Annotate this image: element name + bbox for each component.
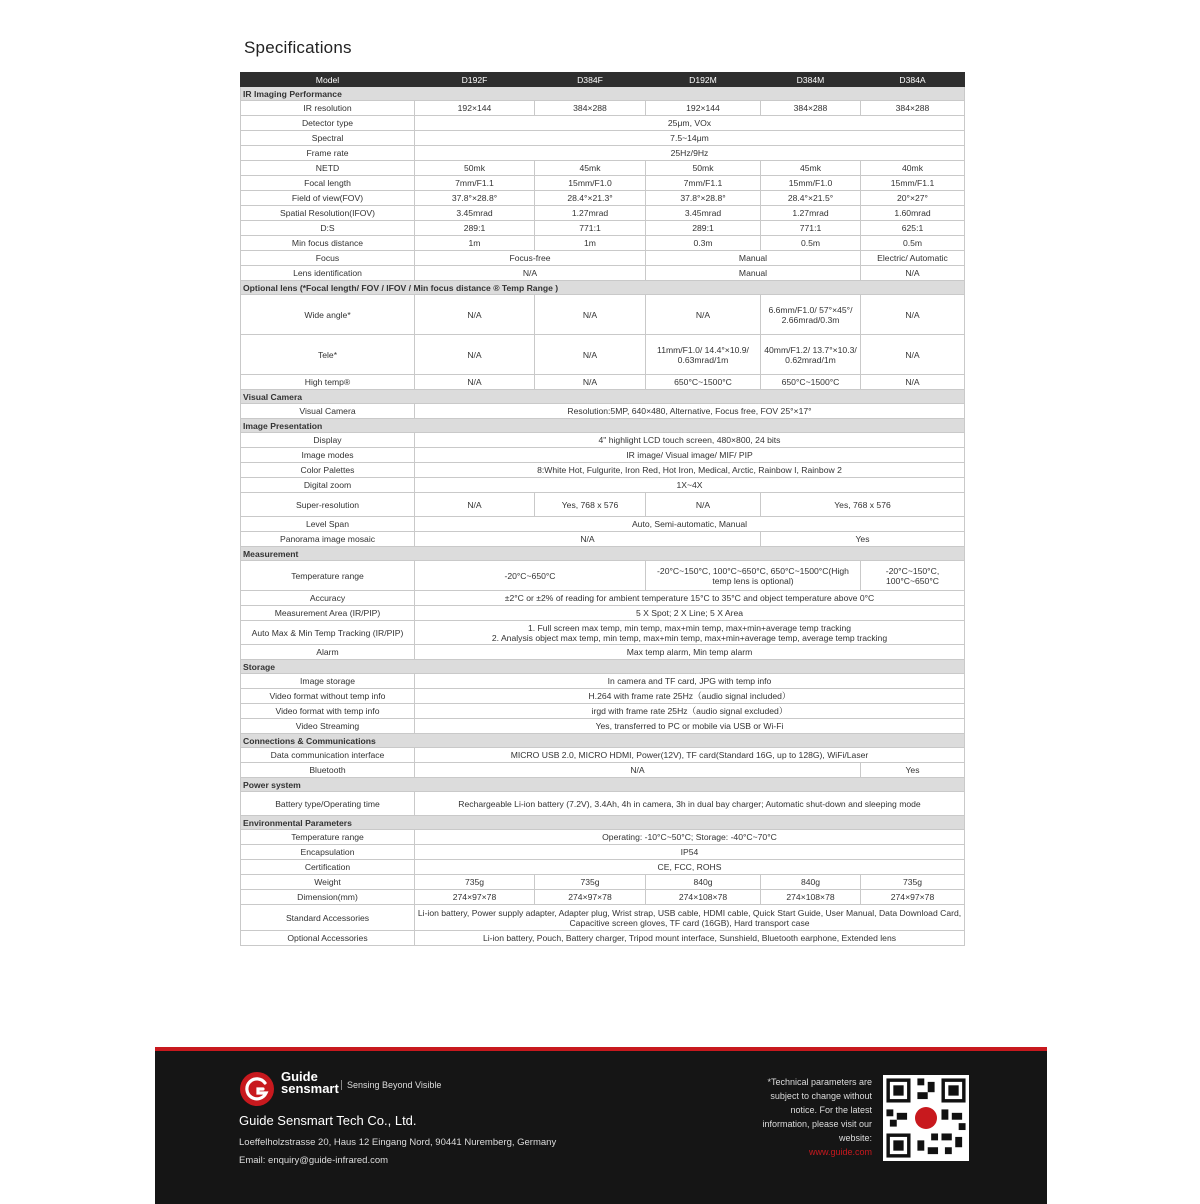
row-label: Temperature range [241, 830, 415, 845]
spec-cell: IP54 [415, 845, 965, 860]
spec-cell: Li-ion battery, Power supply adapter, Adapter plug, Wrist strap, USB cable, HDMI cable, Quick Start Guide, User Manual, Data Download Card, Capacitive screen gloves, TF card (16GB), Hard transport case [415, 905, 965, 931]
table-row [241, 830, 965, 845]
row-label: Color Palettes [241, 463, 415, 478]
spec-cell: 1.60mrad [861, 206, 965, 221]
table-row [241, 905, 965, 931]
row-label: Bluetooth [241, 763, 415, 778]
spec-cell: 384×288 [861, 101, 965, 116]
spec-cell: H.264 with frame rate 25Hz（audio signal included） [415, 689, 965, 704]
section-header-row [241, 778, 965, 792]
spec-cell: 25Hz/9Hz [415, 146, 965, 161]
table-row [241, 131, 965, 146]
spec-cell: 625:1 [861, 221, 965, 236]
table-row [241, 493, 965, 517]
section-header-row [241, 816, 965, 830]
row-label: Display [241, 433, 415, 448]
header-cell: Model [241, 73, 415, 87]
section-title: Measurement [241, 547, 965, 561]
spec-cell: 7mm/F1.1 [646, 176, 761, 191]
table-row [241, 404, 965, 419]
spec-cell: N/A [415, 493, 535, 517]
table-row [241, 116, 965, 131]
row-label: Image modes [241, 448, 415, 463]
spec-cell: Manual [646, 266, 861, 281]
row-label: Temperature range [241, 561, 415, 591]
spec-cell: Electric/ Automatic [861, 251, 965, 266]
row-label: Video format with temp info [241, 704, 415, 719]
spec-cell: IR image/ Visual image/ MIF/ PIP [415, 448, 965, 463]
spec-cell: Auto, Semi-automatic, Manual [415, 517, 965, 532]
table-row [241, 532, 965, 547]
spec-cell: Yes [861, 763, 965, 778]
row-label: Standard Accessories [241, 905, 415, 931]
spec-cell: N/A [861, 295, 965, 335]
table-row [241, 674, 965, 689]
spec-cell: 15mm/F1.0 [761, 176, 861, 191]
spec-cell: N/A [535, 335, 646, 375]
spec-cell: 11mm/F1.0/ 14.4°×10.9/ 0.63mrad/1m [646, 335, 761, 375]
guide-logo-icon [239, 1071, 275, 1107]
row-label: Digital zoom [241, 478, 415, 493]
row-label: Data communication interface [241, 748, 415, 763]
row-label: Measurement Area (IR/PIP) [241, 606, 415, 621]
spec-cell: N/A [535, 295, 646, 335]
spec-cell: 7mm/F1.1 [415, 176, 535, 191]
section-title: Storage [241, 660, 965, 674]
spec-cell: 771:1 [535, 221, 646, 236]
table-row [241, 266, 965, 281]
row-label: Dimension(mm) [241, 890, 415, 905]
page-title: Specifications [244, 38, 352, 57]
row-label: Spectral [241, 131, 415, 146]
spec-cell: 650°C~1500°C [761, 375, 861, 390]
spec-cell: 0.5m [761, 236, 861, 251]
qr-code-icon[interactable] [883, 1075, 969, 1161]
row-label: Field of view(FOV) [241, 191, 415, 206]
spec-cell: N/A [415, 763, 861, 778]
row-label: Accuracy [241, 591, 415, 606]
row-label: High temp® [241, 375, 415, 390]
company-name: Guide Sensmart Tech Co., Ltd. [239, 1113, 417, 1128]
section-header-row [241, 734, 965, 748]
spec-cell: 45mk [535, 161, 646, 176]
table-row [241, 845, 965, 860]
spec-cell: 0.3m [646, 236, 761, 251]
table-row [241, 448, 965, 463]
table-row [241, 931, 965, 946]
spec-cell: 840g [646, 875, 761, 890]
spec-cell: 735g [535, 875, 646, 890]
company-email[interactable]: Email: enquiry@guide-infrared.com [239, 1155, 389, 1166]
disclaimer-text: *Technical parameters are subject to change without notice. For the latest information, please visit our website: [762, 1077, 872, 1143]
spec-cell: 40mm/F1.2/ 13.7°×10.3/ 0.62mrad/1m [761, 335, 861, 375]
spec-cell: 45mk [761, 161, 861, 176]
spec-cell: N/A [415, 295, 535, 335]
table-row [241, 719, 965, 734]
table-row [241, 561, 965, 591]
spec-cell: 650°C~1500°C [646, 375, 761, 390]
row-label: Wide angle* [241, 295, 415, 335]
row-label: Optional Accessories [241, 931, 415, 946]
section-title: IR Imaging Performance [241, 87, 965, 101]
spec-cell: 1.27mrad [761, 206, 861, 221]
table-row [241, 860, 965, 875]
header-cell: D384A [861, 73, 965, 87]
table-row [241, 890, 965, 905]
spec-cell: 37.8°×28.8° [646, 191, 761, 206]
table-row [241, 101, 965, 116]
row-label: Encapsulation [241, 845, 415, 860]
section-header-row [241, 87, 965, 101]
section-header-row [241, 547, 965, 561]
section-header-row [241, 390, 965, 404]
disclaimer-note [747, 1075, 872, 1159]
table-row [241, 221, 965, 236]
row-label: Certification [241, 860, 415, 875]
table-row [241, 236, 965, 251]
website-link[interactable]: www.guide.com [808, 1147, 872, 1157]
spec-cell: irgd with frame rate 25Hz（audio signal excluded） [415, 704, 965, 719]
spec-cell: 735g [415, 875, 535, 890]
spec-cell: 37.8°×28.8° [415, 191, 535, 206]
section-title: Connections & Communications [241, 734, 965, 748]
table-row [241, 763, 965, 778]
row-label: Video Streaming [241, 719, 415, 734]
spec-cell: 274×97×78 [535, 890, 646, 905]
spec-cell: 15mm/F1.0 [535, 176, 646, 191]
row-label: Image storage [241, 674, 415, 689]
spec-cell: 15mm/F1.1 [861, 176, 965, 191]
table-row [241, 375, 965, 390]
spec-cell: N/A [646, 493, 761, 517]
section-header-row [241, 660, 965, 674]
table-row [241, 704, 965, 719]
spec-cell: -20°C~150°C, 100°C~650°C, 650°C~1500°C(High temp lens is optional) [646, 561, 861, 591]
spec-cell: Focus-free [415, 251, 646, 266]
spec-cell: 7.5~14μm [415, 131, 965, 146]
spec-cell: 840g [761, 875, 861, 890]
spec-cell: 4" highlight LCD touch screen, 480×800, 24 bits [415, 433, 965, 448]
row-label: Focus [241, 251, 415, 266]
table-row [241, 251, 965, 266]
row-label: Super-resolution [241, 493, 415, 517]
table-row [241, 875, 965, 890]
table-row [241, 295, 965, 335]
row-label: Level Span [241, 517, 415, 532]
section-title: Power system [241, 778, 965, 792]
spec-cell: 274×108×78 [761, 890, 861, 905]
spec-cell: 289:1 [646, 221, 761, 236]
row-label: Auto Max & Min Temp Tracking (IR/PIP) [241, 621, 415, 645]
row-label: NETD [241, 161, 415, 176]
spec-cell: N/A [535, 375, 646, 390]
spec-cell: 5 X Spot; 2 X Line; 5 X Area [415, 606, 965, 621]
spec-cell: Li-ion battery, Pouch, Battery charger, Tripod mount interface, Sunshield, Bluetooth earphone, Extended lens [415, 931, 965, 946]
table-row [241, 463, 965, 478]
spec-cell: 40mk [861, 161, 965, 176]
spec-cell: 735g [861, 875, 965, 890]
row-label: Detector type [241, 116, 415, 131]
spec-cell: -20°C~650°C [415, 561, 646, 591]
row-label: Panorama image mosaic [241, 532, 415, 547]
spec-cell: 1X~4X [415, 478, 965, 493]
spec-cell: Yes [761, 532, 965, 547]
table-row [241, 792, 965, 816]
spec-cell: Yes, 768 x 576 [761, 493, 965, 517]
spec-cell: N/A [415, 266, 646, 281]
section-header-row [241, 281, 965, 295]
row-label: Visual Camera [241, 404, 415, 419]
spec-cell: Yes, 768 x 576 [535, 493, 646, 517]
spec-cell: 50mk [646, 161, 761, 176]
table-header-row [241, 73, 965, 87]
company-address: Loeffelholzstrasse 20, Haus 12 Eingang Nord, 90441 Nuremberg, Germany [239, 1137, 557, 1148]
spec-cell: Rechargeable Li-ion battery (7.2V), 3.4Ah, 4h in camera, 3h in dual bay charger; Automatic shut-down and sleeping mode [415, 792, 965, 816]
table-row [241, 176, 965, 191]
header-cell: D384M [761, 73, 861, 87]
row-label: Lens identification [241, 266, 415, 281]
row-label: Min focus distance [241, 236, 415, 251]
specifications-table [240, 72, 965, 946]
section-title: Optional lens (*Focal length/ FOV / IFOV / Min focus distance ® Temp Range ) [241, 281, 965, 295]
spec-cell: 771:1 [761, 221, 861, 236]
table-row [241, 206, 965, 221]
row-label: Frame rate [241, 146, 415, 161]
table-row [241, 478, 965, 493]
spec-cell: N/A [415, 335, 535, 375]
spec-cell: 289:1 [415, 221, 535, 236]
spec-cell: 192×144 [415, 101, 535, 116]
spec-cell: 28.4°×21.5° [761, 191, 861, 206]
row-label: Alarm [241, 645, 415, 660]
row-label: IR resolution [241, 101, 415, 116]
section-title: Visual Camera [241, 390, 965, 404]
table-row [241, 335, 965, 375]
spec-cell: 384×288 [761, 101, 861, 116]
spec-cell: CE, FCC, ROHS [415, 860, 965, 875]
table-row [241, 621, 965, 645]
row-label: Spatial Resolution(IFOV) [241, 206, 415, 221]
spec-cell: ±2°C or ±2% of reading for ambient temperature 15°C to 35°C and object temperature above 0°C [415, 591, 965, 606]
spec-cell: MICRO USB 2.0, MICRO HDMI, Power(12V), TF card(Standard 16G, up to 128G), WiFi/Laser [415, 748, 965, 763]
row-label: Weight [241, 875, 415, 890]
spec-cell: 8:White Hot, Fulgurite, Iron Red, Hot Iron, Medical, Arctic, Rainbow I, Rainbow 2 [415, 463, 965, 478]
spec-cell: 274×97×78 [415, 890, 535, 905]
table-row [241, 645, 965, 660]
table-row [241, 689, 965, 704]
table-row [241, 517, 965, 532]
spec-cell: N/A [415, 375, 535, 390]
header-cell: D192F [415, 73, 535, 87]
brand-line-1: Guide [281, 1069, 318, 1084]
spec-cell: 28.4°×21.3° [535, 191, 646, 206]
spec-cell: 20°×27° [861, 191, 965, 206]
table-row [241, 161, 965, 176]
spec-cell: Manual [646, 251, 861, 266]
spec-cell: 274×97×78 [861, 890, 965, 905]
spec-cell: 0.5m [861, 236, 965, 251]
row-label: D:S [241, 221, 415, 236]
spec-cell: 3.45mrad [646, 206, 761, 221]
header-cell: D192M [646, 73, 761, 87]
brand-line-2: sensmart [281, 1081, 339, 1096]
brand-name [281, 1071, 339, 1095]
row-label: Focal length [241, 176, 415, 191]
spec-cell: Max temp alarm, Min temp alarm [415, 645, 965, 660]
spec-cell: -20°C~150°C, 100°C~650°C [861, 561, 965, 591]
table-row [241, 606, 965, 621]
spec-cell: Operating: -10°C~50°C; Storage: -40°C~70°C [415, 830, 965, 845]
slogan: Sensing Beyond Visible [341, 1080, 441, 1090]
spec-cell: Resolution:5MP, 640×480, Alternative, Focus free, FOV 25°×17° [415, 404, 965, 419]
spec-cell: N/A [861, 375, 965, 390]
spec-sheet-page [155, 0, 1047, 1200]
section-title: Environmental Parameters [241, 816, 965, 830]
section-title: Image Presentation [241, 419, 965, 433]
spec-cell: 274×108×78 [646, 890, 761, 905]
table-row [241, 748, 965, 763]
spec-cell: 6.6mm/F1.0/ 57°×45°/ 2.66mrad/0.3m [761, 295, 861, 335]
row-label: Battery type/Operating time [241, 792, 415, 816]
spec-cell: 1. Full screen max temp, min temp, max+min temp, max+min+average temp tracking 2. Analysis object max temp, min temp, max+min temp, max+min+average temp, average temp tracking [415, 621, 965, 645]
spec-cell: 384×288 [535, 101, 646, 116]
table-row [241, 146, 965, 161]
header-cell: D384F [535, 73, 646, 87]
spec-cell: 192×144 [646, 101, 761, 116]
spec-cell: 50mk [415, 161, 535, 176]
spec-cell: N/A [861, 266, 965, 281]
section-header-row [241, 419, 965, 433]
table-row [241, 591, 965, 606]
spec-cell: 1.27mrad [535, 206, 646, 221]
spec-cell: N/A [646, 295, 761, 335]
spec-cell: 1m [415, 236, 535, 251]
table-row [241, 191, 965, 206]
table-row [241, 433, 965, 448]
spec-cell: 1m [535, 236, 646, 251]
spec-cell: Yes, transferred to PC or mobile via USB or Wi-Fi [415, 719, 965, 734]
spec-cell: In camera and TF card, JPG with temp info [415, 674, 965, 689]
spec-cell: 3.45mrad [415, 206, 535, 221]
row-label: Video format without temp info [241, 689, 415, 704]
spec-cell: N/A [861, 335, 965, 375]
footer [155, 1047, 1047, 1204]
spec-cell: 25μm, VOx [415, 116, 965, 131]
spec-cell: N/A [415, 532, 761, 547]
row-label: Tele* [241, 335, 415, 375]
